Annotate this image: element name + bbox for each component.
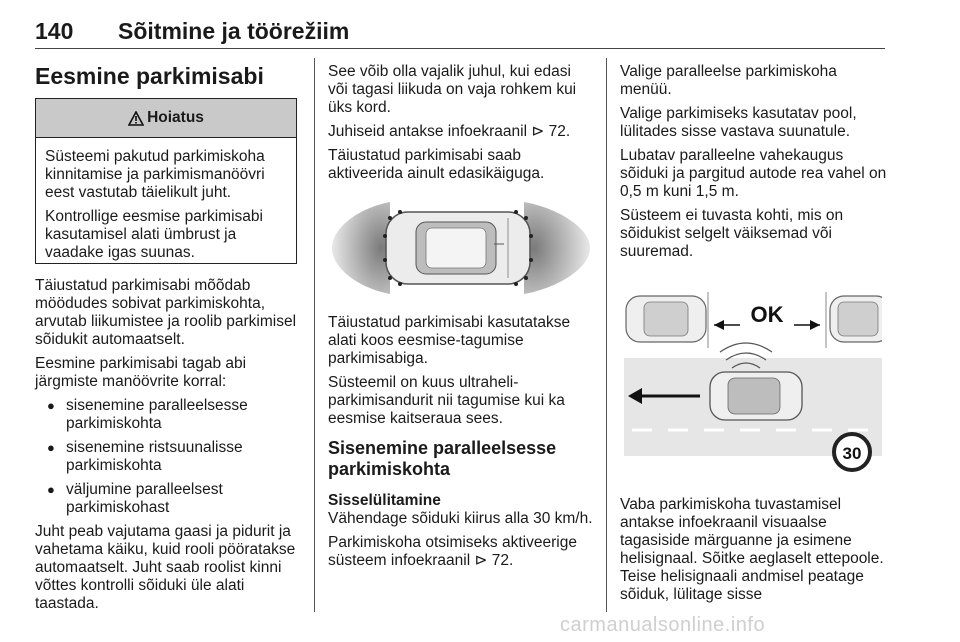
parked-car-left	[626, 296, 706, 342]
warning-header	[36, 99, 296, 138]
car-top-view	[386, 212, 530, 284]
column-2-body	[328, 314, 593, 576]
list-item: ● väljumine paralleelsest parkimiskohast	[35, 481, 303, 517]
parked-car-right	[830, 296, 882, 342]
paragraph: Süsteemil on kuus ultraheli-parkimisandurit nii tagumise kui ka eesmise kaitseraua sees.	[328, 374, 565, 427]
paragraph: See võib olla vajalik juhul, kui edasi või tagasi liikuda on vaja rohkem kui üks kord.	[328, 63, 577, 116]
subsection-title: Sisenemine paralleelsesse parkimiskohta	[328, 438, 557, 479]
paragraph: Valige parkimiseks kasutatav pool, lülitades sisse vastava suunatule.	[620, 105, 857, 140]
page-number: 140	[35, 18, 74, 44]
paragraph: Juhiseid antakse infoekraanil ⊳ 72.	[328, 123, 571, 140]
paragraph: Täiustatud parkimisabi mõõdab möödudes sobivat parkimiskohta, arvutab liikumistee ja roolib parkimisel sõidukit automaatselt.	[35, 277, 297, 348]
speed-limit-sign	[834, 434, 870, 470]
header-rule	[35, 48, 885, 49]
warning-box	[35, 98, 297, 264]
ok-label: OK	[750, 302, 784, 327]
bullet-list	[35, 397, 303, 517]
paragraph: Lubatav paralleelne vahekaugus sõiduki ja pargitud autode rea vahel on 0,5 m kuni 1,5 m.	[620, 147, 887, 200]
paragraph: Parkimiskoha otsimiseks aktiveerige süsteem infoekraanil ⊳ 72.	[328, 534, 577, 569]
warning-text: Süsteemi pakutud parkimiskoha kinnitamise ja parkimismanöövri eest vastutab täielikult juht.	[45, 148, 265, 201]
warning-triangle-icon	[128, 111, 144, 126]
column-2-top	[328, 63, 593, 189]
watermark: carmanualsonline.info	[560, 614, 766, 636]
column-divider	[314, 58, 315, 612]
warning-title: Hoiatus	[147, 109, 204, 126]
paragraph: Süsteem ei tuvasta kohti, mis on sõidukist selgelt väiksemad või suuremad.	[620, 207, 844, 260]
svg-text:30: 30	[842, 444, 862, 463]
sensor-coverage-figure	[328, 198, 594, 298]
parking-space-figure	[624, 288, 882, 478]
column-3-body	[620, 496, 890, 610]
paragraph: Eesmine parkimisabi tagab abi järgmiste manöövrite korral:	[35, 355, 247, 390]
chapter-title: Sõitmine ja töörežiim	[118, 18, 350, 44]
paragraph: Valige paralleelse parkimiskoha menüü.	[620, 63, 837, 98]
rear-sensor-zone	[332, 202, 390, 294]
front-sensor-zone	[524, 202, 590, 294]
paragraph: Vähendage sõiduki kiirus alla 30 km/h.	[328, 510, 593, 527]
moving-car	[710, 372, 802, 420]
section-title: Eesmine parkimisabi	[35, 63, 264, 89]
list-item: ● sisenemine paralleelsesse parkimiskohta	[35, 397, 303, 433]
warning-text: Kontrollige eesmise parkimisabi kasutamisel alati ümbrust ja vaadake igas suunas.	[45, 208, 263, 261]
activation-title: Sisselülitamine	[328, 492, 441, 509]
paragraph: Juht peab vajutama gaasi ja pidurit ja vahetama käiku, kuid rooli pööratakse automaatselt. Juht saab roolist kinni võttes kontrolli sõiduki üle alati taastada.	[35, 523, 296, 612]
paragraph: Täiustatud parkimisabi saab aktiveerida ainult edasikäiguga.	[328, 147, 545, 182]
paragraph: Täiustatud parkimisabi kasutatakse alati koos eesmise-tagumise parkimisabiga.	[328, 314, 571, 367]
column-3-top	[620, 63, 888, 267]
list-item: ● sisenemine ristsuunalisse parkimiskohta	[35, 439, 303, 475]
column-divider	[606, 58, 607, 612]
column-1-body	[35, 277, 303, 619]
paragraph: Vaba parkimiskoha tuvastamisel antakse infoekraanil visuaalse tagasiside märguanne ja esimene helisignaal. Sõitke aeglaselt ettepoole. Teise helisignaali andmisel peatage sõiduk, lülitage sisse	[620, 496, 884, 603]
